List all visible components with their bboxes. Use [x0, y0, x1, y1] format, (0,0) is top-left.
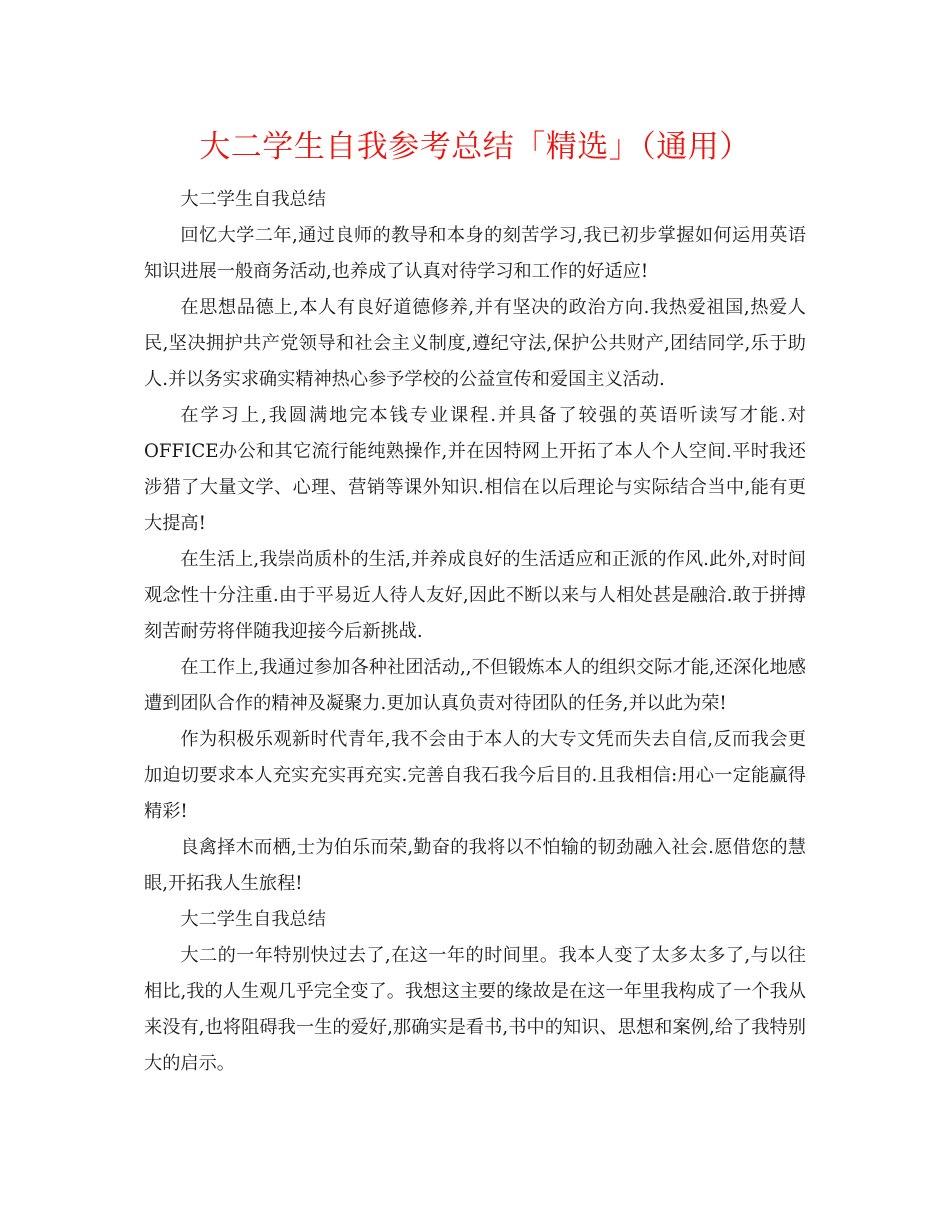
document-body [144, 182, 806, 1082]
paragraph: 作为积极乐观新时代青年,我不会由于本人的大专文凭而失去自信,反而我会更加迫切要求本人充实充实再充实.完善自我石我今后目的.且我相信:用心一定能赢得精彩! [144, 729, 806, 822]
paragraph: 在生活上,我崇尚质朴的生活,并养成良好的生活适应和正派的作风.此外,对时间观念性十分注重.由于平易近人待人友好,因此不断以来与人相处甚是融洽.敢于拼搏刻苦耐劳将伴随我迎接今后新挑战. [144, 549, 806, 642]
paragraph: 回忆大学二年,通过良师的教导和本身的刻苦学习,我已初步掌握如何运用英语知识进展一般商务活动,也养成了认真对待学习和工作的好适应! [144, 225, 806, 282]
paragraph: 在学习上,我圆满地完本钱专业课程.并具备了较强的英语听读写才能.对OFFICE办公和其它流行能纯熟操作,并在因特网上开拓了本人个人空间.平时我还涉猎了大量文学、心理、营销等课外知识.相信在以后理论与实际结合当中,能有更大提高! [144, 405, 806, 534]
paragraph: 大二的一年特别快过去了,在这一年的时间里。我本人变了太多太多了,与以往相比,我的人生观几乎完全变了。我想这主要的缘故是在这一年里我构成了一个我从来没有,也将阻碍我一生的爱好,那确实是看书,书中的知识、思想和案例,给了我特别大的启示。 [144, 945, 806, 1074]
paragraph: 在工作上,我通过参加各种社团活动,,不但锻炼本人的组织交际才能,还深化地感遭到团队合作的精神及凝聚力.更加认真负责对待团队的任务,并以此为荣! [144, 657, 806, 714]
section-heading: 大二学生自我总结 [180, 909, 326, 930]
paragraph: 良禽择木而栖,士为伯乐而荣,勤奋的我将以不怕输的韧劲融入社会.愿借您的慧眼,开拓我人生旅程! [144, 837, 806, 894]
section-heading: 大二学生自我总结 [180, 189, 326, 210]
paragraph: 在思想品德上,本人有良好道德修养,并有坚决的政治方向.我热爱祖国,热爱人民,坚决拥护共产党领导和社会主义制度,遵纪守法,保护公共财产,团结同学,乐于助人.并以务实求确实精神热心参予学校的公益宣传和爱国主义活动. [144, 297, 806, 390]
document-title: 大二学生自我参考总结「精选」（通用） [199, 129, 751, 165]
